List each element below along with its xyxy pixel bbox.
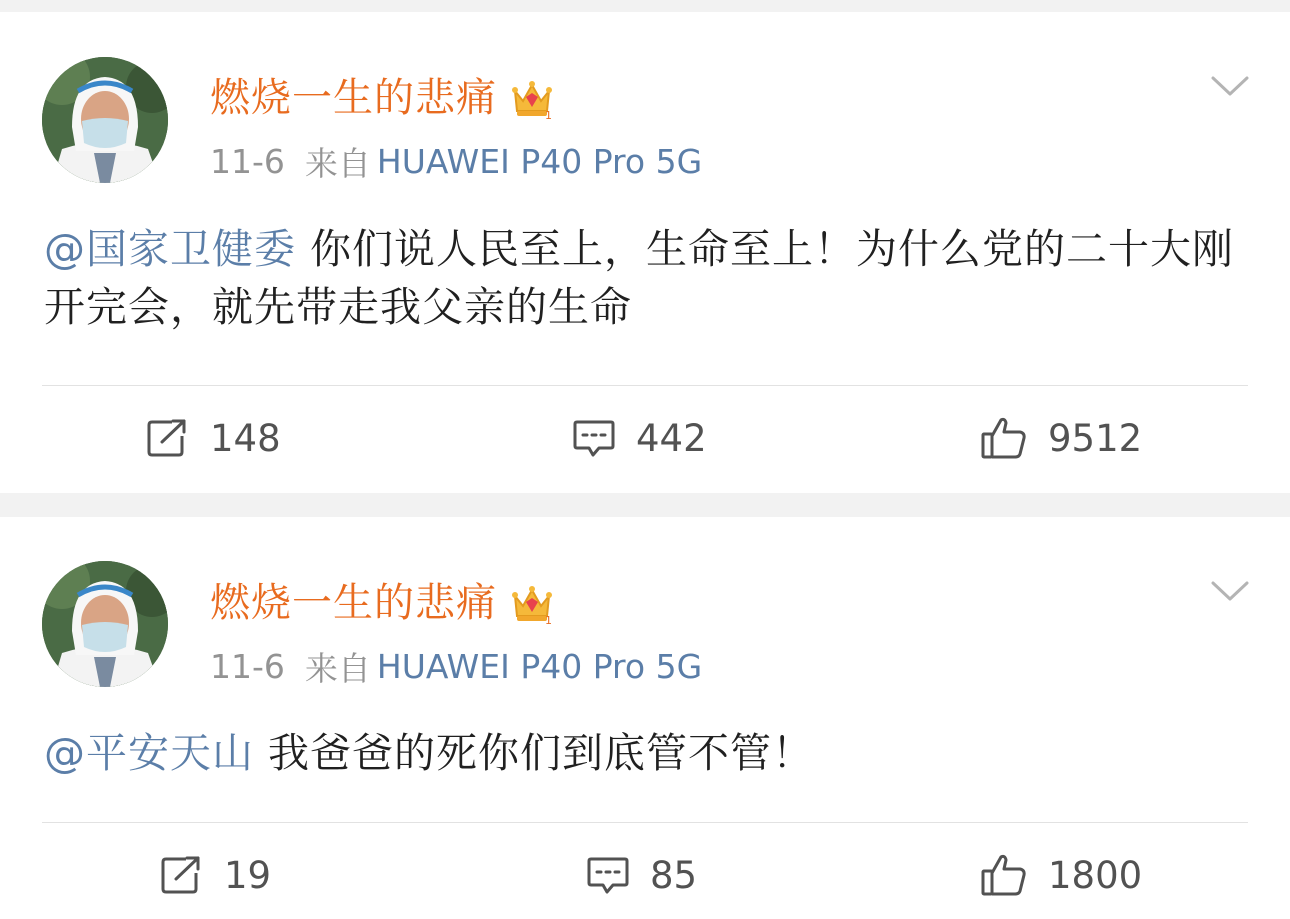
source-prefix: 来自	[304, 143, 371, 183]
device-source[interactable]: HUAWEI P40 Pro 5G	[376, 646, 703, 686]
post-meta	[210, 644, 702, 688]
repost-count: 148	[210, 416, 281, 460]
mention-link[interactable]: @平安天山	[44, 729, 254, 777]
post-text: 你们说人民至上，生命至上！为什么党的二十大刚开完会，就先带走我父亲的生命	[44, 225, 1234, 331]
post-content	[44, 220, 1250, 336]
post-date: 11-6	[210, 141, 285, 181]
post-meta	[210, 139, 702, 183]
crown-badge-icon[interactable]	[509, 580, 555, 626]
comment-icon	[586, 855, 630, 895]
post-content	[44, 724, 1250, 782]
action-bar	[0, 408, 1290, 468]
chevron-down-icon[interactable]	[1210, 74, 1250, 98]
comment-button[interactable]	[572, 408, 707, 468]
like-count: 1800	[1048, 853, 1143, 897]
comment-button[interactable]	[586, 845, 697, 905]
author-row	[210, 70, 555, 126]
post-card	[0, 517, 1290, 919]
svg-text:1: 1	[545, 614, 552, 626]
avatar[interactable]	[42, 57, 168, 183]
post-date: 11-6	[210, 646, 285, 686]
repost-icon	[160, 855, 204, 895]
avatar[interactable]	[42, 561, 168, 687]
svg-text:1: 1	[545, 109, 552, 121]
divider	[42, 822, 1248, 823]
like-button[interactable]	[980, 845, 1142, 905]
post-text: 我爸爸的死你们到底管不管！	[268, 729, 814, 777]
comment-icon	[572, 418, 616, 458]
divider	[42, 385, 1248, 386]
like-button[interactable]	[980, 408, 1142, 468]
mention-link[interactable]: @国家卫健委	[44, 225, 296, 273]
repost-button[interactable]	[160, 845, 271, 905]
repost-button[interactable]	[146, 408, 281, 468]
username[interactable]: 燃烧一生的悲痛	[210, 580, 497, 626]
action-bar	[0, 845, 1290, 905]
username[interactable]: 燃烧一生的悲痛	[210, 75, 497, 121]
crown-badge-icon[interactable]	[509, 75, 555, 121]
author-row	[210, 575, 555, 631]
post-card	[0, 12, 1290, 493]
like-count: 9512	[1048, 416, 1143, 460]
thumbs-up-icon	[980, 853, 1028, 897]
repost-icon	[146, 418, 190, 458]
thumbs-up-icon	[980, 416, 1028, 460]
comment-count: 442	[636, 416, 707, 460]
device-source[interactable]: HUAWEI P40 Pro 5G	[376, 141, 703, 181]
source-prefix: 来自	[304, 648, 371, 688]
chevron-down-icon[interactable]	[1210, 579, 1250, 603]
repost-count: 19	[224, 853, 272, 897]
comment-count: 85	[650, 853, 698, 897]
